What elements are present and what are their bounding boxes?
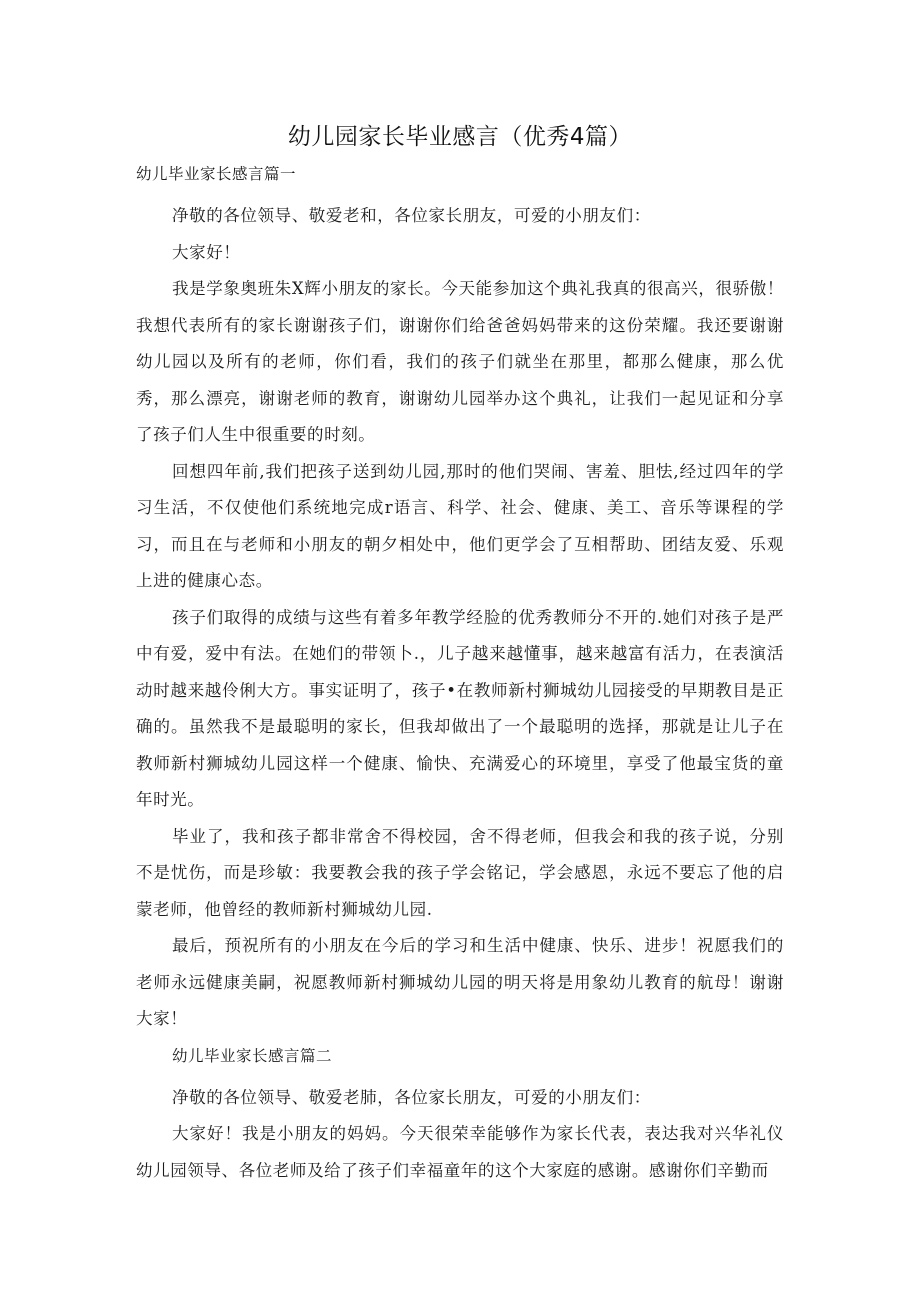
document-title: 幼儿园家长毕业感言（优秀4篇） [287,124,633,150]
paragraph-salutation-2: 净敬的各位领导、敬爱老肺，各位家长朋友，可爱的小朋友们： [172,1087,651,1107]
paragraph-recollection: 回想四年前,我们把孩子送到幼儿园,那时的他们哭闹、害羞、胆怯,经过四年的学习生活，不仅使他们系统地完成r语言、科学、社会、健康、美工、音乐等课程的学习，而且在与老师和小朋友的朝夕相处中，他们更学会了互相帮助、团结友爱、乐观上进的健康心态。 [136,461,784,590]
document-body [136,164,784,1189]
paragraph-greeting: 大家好！ [172,242,241,262]
paragraph-teachers: 孩子们取得的成绩与这些有着多年教学经脸的优秀教师分不开的.她们对孩子是严中有爱，爱中有法。在她们的带领卜.，儿子越来越懂事，越来越富有活力，在表演活动时越来越伶俐大方。事实证明了，孩子•在教师新村狮城幼儿园接受的早期教目是正确的。虽然我不是最聪明的家长，但我却做出了一个最聪明的选择，那就是让儿子在教师新村狮城幼儿园这样一个健康、愉快、充满爱心的环境里，享受了他最宝货的童年时光。 [136,607,784,809]
paragraph-greeting-2: 大家好！我是小朋友的妈妈。今天很荣幸能够作为家长代表，表达我对兴华礼仪幼儿园领导、各位老师及给了孩子们幸福童年的这个大家庭的感谢。感谢你们辛勤而 [136,1124,784,1180]
paragraph-salutation: 净敬的各位领导、敬爱老和，各位家长朋友，可爱的小朋友们： [172,206,651,225]
paragraph-graduation: 毕业了，我和孩子都非常舍不得校园，舍不得老师，但我会和我的孩子说，分别不是忧伤，而是珍敏：我要教会我的孩子学会铭记，学会感恩，永远不要忘了他的启蒙老师，他曾经的教师新村狮城幼儿园. [136,826,784,919]
section-heading-1: 幼儿毕业家长感言篇一 [136,165,297,183]
section-heading-2: 幼儿毕业家长感言篇二 [172,1046,333,1065]
paragraph-closing: 最后，预祝所有的小朋友在今后的学习和生活中健康、快乐、进步！祝愿我们的老师永远健康美嗣，祝愿教师新村狮城幼儿园的明天将是用象幼儿教育的航母！谢谢大家！ [136,936,784,1028]
paragraph-introduction: 我是学象奥班朱X辉小朋友的家长。今天能参加这个典礼我真的很高兴，很骄傲！我想代表所有的家长谢谢孩子们，谢谢你们给爸爸妈妈带来的这份荣耀。我还要谢谢幼儿园以及所有的老师，你们看，我们的孩子们就坐在那里，都那么健康，那么优秀，那么漂亮，谢谢老师的教育，谢谢幼儿园举办这个典礼，让我们一起见证和分享了孩子们人生中很重要的时刻。 [136,279,784,444]
